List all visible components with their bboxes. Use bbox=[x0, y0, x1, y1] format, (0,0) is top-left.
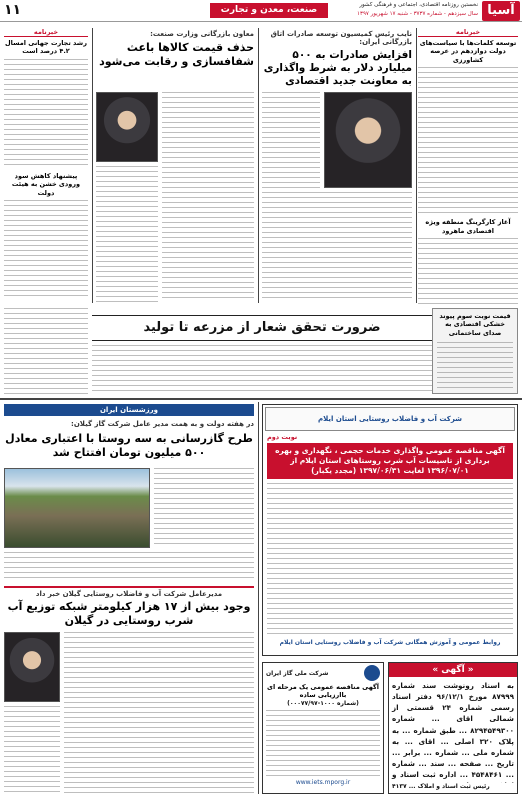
gas-story-body-col2 bbox=[4, 552, 254, 582]
right-bottom-headline: قیمت نوبت سوم پیوند خشکی اقتصادی به صدای ساختمانی bbox=[439, 312, 511, 337]
right-column-body-2 bbox=[418, 238, 518, 304]
gas-tender-ad-body bbox=[266, 710, 380, 776]
section-tag: صنعت، معدن و تجارت bbox=[210, 3, 328, 18]
right-bottom-box bbox=[432, 308, 518, 394]
tender-ad bbox=[262, 404, 518, 656]
water-story-headline: وجود بیش از ۱۷ هزار کیلومتر شبکه توزیع آب شرب روستایی در گیلان bbox=[7, 600, 251, 627]
tender-ad-company: شرکت آب و فاضلاب روستایی استان ایلام bbox=[317, 415, 463, 423]
gas-tender-ad-header bbox=[263, 663, 383, 683]
gas-story-badge: ورزشستان ایران bbox=[99, 406, 159, 414]
right-column bbox=[418, 28, 518, 303]
right-column-body bbox=[418, 67, 518, 215]
gas-tender-ad-website: www.iets.mporg.ir bbox=[295, 778, 351, 786]
tender-ad-title: آگهی مناقصه عمومی واگذاری خدمات حجمی ، نگهداری و بهره برداری از تاسیسات آب شرب روستاهای استان ایلام از ۱۳۹۶/۰۷/۰۱ لغایت ۱۳۹۷/۰۶/۳۱ (مجدد یکبار) bbox=[267, 443, 513, 479]
second-story-header bbox=[96, 30, 254, 90]
notice-ad bbox=[388, 662, 518, 794]
gas-story-badge-bar bbox=[4, 404, 254, 416]
gas-company-logo-icon bbox=[364, 665, 380, 681]
second-story-body-col1 bbox=[162, 92, 254, 302]
issue-line: سال سیزدهم - شماره ۳۷۳۷ - شنبه ۱۷ شهریور ۱۳۹۷ bbox=[357, 11, 478, 17]
main-story-header bbox=[262, 30, 412, 90]
left-column-headline-2: پیشنهاد کاهش سود ورودی خشن به هیئت دولت bbox=[11, 171, 81, 197]
notice-ad-text: به اسناد رونوشت سند شماره ۸۷۹۹۹ مورخ ۹۶/۱۲/۱ دفتر اسناد رسمی شماره ۲۴ قسمتی از شمالی اقای ... شماره ۸۲۹۴۵۴۹۳۰۰ ... طبق شماره ... به پلاک ۳۲۰ اصلی ... اقای ... به شماره ملی ... شماره ... برابر ... تاریخ ... صفحه ... سند ... شماره ... ۴۵۴۸۴۶۱ ... اداره ثبت اسناد و bbox=[392, 681, 514, 780]
left-column-body bbox=[4, 59, 88, 169]
right-bottom-body bbox=[437, 342, 513, 392]
main-story-kicker: نایب رئیس کمیسیون توسعه صادرات اتاق بازرگانی ایران: bbox=[270, 30, 412, 46]
notice-ad-title: « آگهی » bbox=[389, 663, 517, 677]
tender-ad-body bbox=[267, 483, 513, 635]
left-column-headline: رشد تجارت جهانی امسال ۴.۲ درصد است bbox=[5, 39, 87, 56]
newspaper-subtitle: نخستین روزنامه اقتصادی، اجتماعی و فرهنگی کشور bbox=[359, 2, 478, 8]
left-bottom-body bbox=[4, 308, 88, 394]
second-story-headline: حذف قیمت کالاها باعث شفافسازی و رقابت می‌شود bbox=[99, 41, 254, 68]
gas-tender-ad bbox=[262, 662, 384, 794]
newspaper-logo: آسیا bbox=[482, 1, 520, 21]
main-story-body-col1 bbox=[262, 92, 320, 188]
second-story-photo bbox=[96, 92, 158, 162]
tender-ad-brand-strip bbox=[265, 407, 515, 431]
water-story-body-2 bbox=[4, 706, 60, 794]
main-story-headline: افزایش صادرات به ۵۰۰ میلیارد دلار به شرط واگذاری به معاونت جدید اقتصادی bbox=[263, 49, 412, 88]
masthead bbox=[0, 0, 522, 22]
middle-banner-body bbox=[92, 345, 432, 393]
notice-ad-text-wrap bbox=[389, 677, 517, 783]
main-story-body-col2 bbox=[262, 192, 412, 302]
gas-tender-ad-company: شرکت ملی گاز ایران bbox=[266, 669, 329, 677]
gas-story-headline: طرح گازرسانی به سه روستا با اعتباری معادل ۵۰۰ میلیون تومان افتتاح شد bbox=[5, 432, 253, 459]
left-column-kicker: خبرنامه bbox=[4, 28, 88, 37]
gas-story-photo bbox=[4, 468, 150, 548]
second-story-body-col2 bbox=[96, 166, 158, 302]
gas-story-body-col1 bbox=[154, 468, 254, 548]
right-column-subheadline: آغاز کارگرینگ منطقه ویژه اقتصادی ماهرود bbox=[425, 218, 511, 235]
right-column-headline: توسعه کلمات‌ها با سیاست‌های دولت دوازدهم در عرصه کشاورزی bbox=[419, 39, 517, 64]
main-story-photo bbox=[324, 92, 412, 188]
middle-banner-headline: ضرورت تحقق شعار از مزرعه تا تولید bbox=[92, 315, 432, 341]
tender-ad-label: نوبت دوم bbox=[267, 433, 298, 441]
left-column-body-2 bbox=[4, 200, 88, 300]
notice-ad-signature: رئیس ثبت اسناد و املاک ... ۴۱۳۷ bbox=[392, 783, 490, 790]
right-column-kicker: خبرنامه bbox=[418, 28, 518, 37]
gas-tender-ad-code: (شماره ۱۰۰۰-۰۰۰۷۷/۹۷) bbox=[287, 699, 359, 707]
water-story-kicker: مدیرعامل شرکت آب و فاضلاب روستایی گیلان خبر داد bbox=[35, 590, 223, 598]
page-number: ۱۱ bbox=[4, 2, 22, 18]
water-story-header bbox=[4, 586, 254, 628]
gas-story-kicker: در هفته دولت و به همت مدیر عامل شرکت گاز گیلان: bbox=[71, 420, 254, 428]
column-divider bbox=[92, 28, 93, 303]
second-story-kicker: معاون بازرگانی وزارت صنعت: bbox=[150, 30, 254, 38]
section-divider bbox=[0, 398, 522, 400]
water-story-body bbox=[64, 632, 254, 794]
water-story-photo bbox=[4, 632, 60, 702]
gas-tender-ad-title: آگهی مناقصه عمومی یک مرحله ای باارزیابی ساده bbox=[266, 683, 379, 700]
column-divider bbox=[416, 28, 417, 303]
tender-ad-footer: روابط عمومی و آموزش همگانی شرکت آب و فاضلاب روستایی استان ایلام bbox=[279, 639, 501, 647]
column-divider bbox=[258, 28, 259, 303]
column-divider bbox=[258, 402, 259, 794]
left-column bbox=[4, 28, 88, 303]
